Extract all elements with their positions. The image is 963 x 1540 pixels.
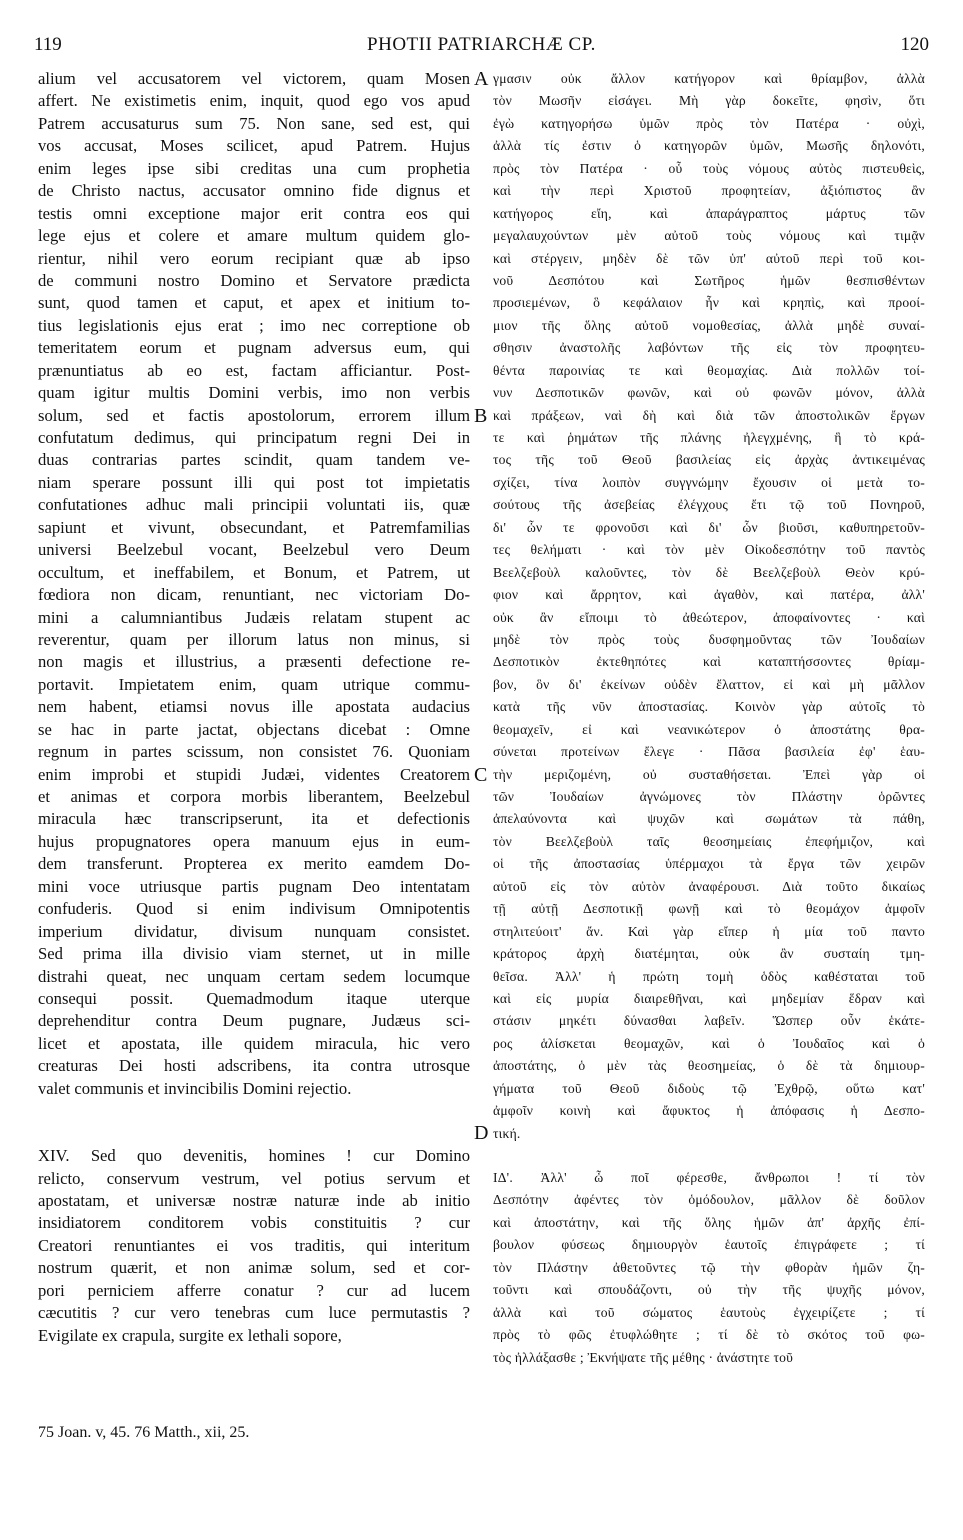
latin-line: enim improbi et stupidi Judæi, videntes Creatorem <box>38 764 470 784</box>
latin-line: occultum, et ineffabilem, et Bonum, et Patrem, ut <box>38 562 470 582</box>
latin-line: tius legislationis ejus erat ; imo nec correptione ob <box>38 315 470 335</box>
greek-section-line: ἀλλὰ καὶ τοῦ σώματος ἑαυτοὺς ἐγχειρίζετε ; τί <box>493 1304 925 1320</box>
greek-section-line: βουλον φύσεως δημιουργὸν ἑαυτοῖς ἐπιγράφετε ; τί <box>493 1237 925 1253</box>
greek-line: τε καὶ ῥημάτων τῆς πλάνης ἠλεγχμένης, ἣ τὸ κρά- <box>493 430 925 445</box>
latin-column <box>38 68 470 1347</box>
latin-line: confutatum dedimus, qui principatum regni Dei in <box>38 428 470 447</box>
greek-line: καὶ πράξεων, ναὶ δὴ καὶ διὰ τῶν ἀποστολικῶν ἔργων <box>493 407 925 423</box>
latin-line: enim leges ipse sibi creditas una cum prophetia <box>38 158 470 178</box>
latin-line: sunt, quod tamen et caput, et apex et initium to- <box>38 293 470 313</box>
latin-line: rientur, nihil vero eorum recipiant quæ ab ipso <box>38 248 470 268</box>
latin-line: portavit. Impietatem enim, quam utrique commu- <box>38 674 470 694</box>
greek-line: σχίζει, τίνα λοιπὸν συγγνώμην ἔχουσιν οἱ μετὰ το- <box>493 474 925 490</box>
greek-line: κατήγορος εἴη, καὶ ἀπαράγραπτος μάρτυς τῶν <box>493 205 925 221</box>
greek-line: τική. <box>493 1125 521 1141</box>
greek-section-line: καὶ ἀποστάτην, καὶ τῆς ὅλης ἡμῶν ἀπ' ἀρχῆς ἐπί- <box>493 1214 925 1230</box>
latin-line: valet communis et invincibilis Domini rejectio. <box>38 1078 352 1098</box>
latin-section-line: insidiatorem conditorem vobis constituitis ? cur <box>38 1213 470 1233</box>
greek-line: θεομαχεῖν, εἰ καὶ νεανικώτερον ὁ ἀποστάτης θρα- <box>493 721 925 737</box>
latin-line: se hac in parte jactat, objectans dicebat : Omne <box>38 719 470 739</box>
page-number-left: 119 <box>34 34 62 55</box>
greek-line: στάσιν μηκέτι δύνασθαι λαβεῖν. Ὥσπερ οὖν ἑκάτε- <box>493 1013 925 1029</box>
greek-line: τῶν Ἰουδαίων ἀγνώμονες τὸν Πλάστην ὁρῶντες <box>493 789 925 804</box>
latin-line: mini voce utriusque partis pugnam Deo intentatam <box>38 876 470 896</box>
latin-line: licet et apostata, ille quidem miracula, hic vero <box>38 1033 470 1053</box>
greek-line: τὸν Μωσῆν εἰσάγει. Μὴ γὰρ δοκεῖτε, φησὶν, ὅτι <box>493 93 925 109</box>
latin-line: affert. Ne existimetis enim, inquit, quod ego vos apud <box>38 91 470 111</box>
greek-line: σθησιν ἀναστολῆς λαβόντων τῆς εἰς τὸν προφητευ- <box>493 340 925 356</box>
latin-section-line: nostrum quærit, et non animæ solum, sed et cor- <box>38 1258 470 1278</box>
latin-line: hujus propugnatores opera manuum ejus in eum- <box>38 831 470 851</box>
latin-line: solum, sed et factis apostolorum, errorem illum <box>38 405 470 425</box>
latin-line: testis omni exceptione major erit contra eos qui <box>38 203 470 223</box>
latin-line: creaturas Dei hosti adscribens, ita contra utrosque <box>38 1056 470 1076</box>
footnotes: 75 Joan. v, 45. 76 Matth., xii, 25. <box>38 1424 250 1441</box>
greek-line: καὶ εἰς μυρία διαιρεθῆναι, καὶ μηδεμίαν ἕδραν καὶ <box>493 990 925 1006</box>
greek-section-line: τὸς ἠλλάξασθε ; Ἐκνήψατε τῆς μέθης · ἀνάστητε τοῦ <box>493 1349 794 1365</box>
latin-section-line: Evigilate ex crapula, surgite ex lethali sopore, <box>38 1325 342 1345</box>
latin-line: consequi possit. Quemadmodum itaque uterque <box>38 988 470 1008</box>
latin-line: lege ejus et colere et amare multum quidem glo- <box>38 226 470 246</box>
greek-line: πρὸς τὸν Πατέρα · οὗ τοὺς νόμους αὐτὸς πιστευθεὶς, <box>493 160 925 176</box>
latin-line: niam sperare possunt illi qui post tot impietatis <box>38 472 470 492</box>
greek-line: νυν Δεσποτικῶν φωνῶν, καὶ οὐ φωνῶν μόνον, ἀλλὰ <box>493 385 925 401</box>
greek-line: Βεελζεβοὺλ καλοῦντες, τὸν δὲ Βεελζεβοὺλ Θεὸν κρύ- <box>493 564 925 580</box>
greek-line: θέντα παροινίας τε καὶ θεομαχίας. Διὰ πολλῶν τοί- <box>493 362 925 378</box>
latin-line: confuderis. Quod si enim indivisum Omnipotentis <box>38 899 470 919</box>
latin-line: Sed prima illa divisio viam sternet, ut in mille <box>38 944 470 964</box>
greek-line: οἱ τῆς ἀποστασίας ὑπέρμαχοι τὰ ἔργα τῶν χειρῶν <box>493 856 925 872</box>
running-title: PHOTII PATRIARCHÆ CP. <box>367 34 596 55</box>
greek-line: ἐγὼ κατηγορήσω ὑμῶν πρὸς τὸν Πατέρα · οὐχὶ, <box>493 115 925 131</box>
greek-line: τὸν Βεελζεβοὺλ ταῖς θεοσημείαις ἐπεφήμιζον, καὶ <box>493 833 925 849</box>
greek-line: στηλιτεύοιτ' ἄν. Καὶ γὰρ εἴπερ ἡ μία τοῦ παντο <box>493 923 925 939</box>
latin-line: fœdiora non dicam, renuntiant, nec victoriam Do- <box>38 585 470 605</box>
latin-line: non magis et illustrius, a præsenti defectione re- <box>38 652 470 672</box>
greek-line: ἀποστάτης, ὁ μὲν τὰς θεοσημείας, ὁ δὲ τὰ δημιουρ- <box>493 1058 925 1074</box>
greek-line: ρος ἁλίσκεται θεομαχῶν, καὶ ὁ Ἰουδαῖος καὶ ὁ <box>493 1035 925 1051</box>
latin-line: et animas et corpora morbis liberantem, Beelzebul <box>38 787 470 806</box>
greek-line: τος τῆς τοῦ Θεοῦ βασιλείας εἰς ἀρχὰς ἀντικειμένας <box>493 452 925 468</box>
margin-marker-a: A <box>474 68 489 90</box>
latin-line: deprehenditur contra Deum pugnare, Judæus sci- <box>38 1011 470 1031</box>
greek-line: Δεσποτικὸν ἐκτεθηπότες καὶ καταπτήσσοντες θρίαμ- <box>493 654 925 670</box>
running-header <box>34 34 929 60</box>
greek-line: φιον καὶ ἄρρητον, καὶ ἀγαθὸν, καὶ πατέρα, ἀλλ' <box>493 587 925 603</box>
margin-marker-d: D <box>474 1122 489 1144</box>
greek-line: ἀμφοῖν κοινὴ καὶ ἄφυκτος ἡ ἀπόφασις ἡ Δεσπο- <box>493 1103 925 1119</box>
latin-line: de Christo nactus, accusator omnino fide dignus et <box>38 181 470 201</box>
latin-line: temeritatem eorum et pugnam adversus eum, qui <box>38 338 470 358</box>
margin-marker-b: B <box>474 405 488 427</box>
section-gap <box>38 1100 470 1145</box>
greek-section-line: τὸν Πλάστην ἀθετοῦντες τῷ τὴν φθορὰν ἡμῶν ζη- <box>493 1259 925 1275</box>
greek-section-line: τοῦντι καὶ σπουδάζοντι, οὐ τὴν τῆς ψυχῆς μόνον, <box>493 1282 925 1298</box>
page-number-right: 120 <box>900 34 929 55</box>
latin-line: miracula hæc transcripserunt, ita et defectionis <box>38 809 470 829</box>
greek-line: καὶ στέργειν, μηδὲν δὲ τῶν ὑπ' αὐτοῦ περὶ τοῦ κοι- <box>493 250 925 266</box>
latin-section-line: pori perniciem afferre conatur ? cur ad lucem <box>38 1280 470 1300</box>
latin-line: nem habent, etiamsi novus ille apostata audacius <box>38 697 470 717</box>
greek-section-line: ΙΔ'. Ἀλλ' ὦ ποῖ φέρεσθε, ἄνθρωποι ! τί τὸν <box>493 1170 925 1185</box>
latin-line: de communi nostro Domino et Servatore prædicta <box>38 270 470 290</box>
greek-line: γμασιν οὐκ ἄλλον κατήγορον καὶ θρίαμβον, ἀλλὰ <box>493 71 925 86</box>
latin-section-line: Creatori renuntiantes ei vos traditis, qui interitum <box>38 1235 470 1255</box>
latin-section-line: XIV. Sed quo devenitis, homines ! cur Domino <box>38 1146 470 1166</box>
greek-line: κράτορος ἀρχὴ διατέμηται, οὐκ ἂν συσταίη τμη- <box>493 946 925 962</box>
greek-line: οὐκ ἂν εἴποιμι τὸ ἀθεώτερον, ἀποφαίνοντες · καὶ <box>493 609 925 625</box>
latin-line: mini a calumniantibus Judæis relatam stupent ac <box>38 607 470 627</box>
latin-line: prænuntiatus ab eo est, factam afficiantur. Post- <box>38 360 470 380</box>
greek-line: γήματα τοῦ Θεοῦ διδοὺς τῷ Ἐχθρῷ, οὕτω κατ' <box>493 1080 925 1096</box>
latin-line: sapiunt et vivunt, obsecundant, et Patremfamilias <box>38 517 470 537</box>
latin-line: distrahi queat, nec unquam certam sedem locumque <box>38 966 470 986</box>
latin-line: confutationes adhuc mali principii voluntati iis, quæ <box>38 495 470 515</box>
greek-line: κατὰ τῆς νῦν ἀποστασίας. Κοινὸν γὰρ αὐτοῖς τὸ <box>493 699 925 715</box>
greek-line: σούτους τῆς ἀσεβείας ἐλέγχους ἔτι τῷ τοῦ Πονηροῦ, <box>493 497 925 513</box>
latin-line: regnum in partes scissum, non consistet 76. Quoniam <box>38 742 470 762</box>
latin-section-line: relicto, conservum vestrum, vel potius servum et <box>38 1168 470 1188</box>
greek-line: μηδὲ τὸν πρὸς τοὺς δυσφημοῦντας τῶν Ἰουδαίων <box>493 631 925 647</box>
latin-line: alium vel accusatorem vel victorem, quam Mosen <box>38 69 470 88</box>
greek-line: καὶ τὴν περὶ Χριστοῦ προφητείαν, ἀξιόπιστος ἂν <box>493 183 925 199</box>
latin-line: reverentur, quam per illorum latus non minus, si <box>38 629 470 649</box>
latin-section-line: apostatam, et universæ nostræ naturæ inde ab initio <box>38 1191 470 1210</box>
greek-line: θεῖσα. Ἀλλ' ἡ πρώτη τομὴ ὁδὸς καθέσταται τοῦ <box>493 968 925 984</box>
latin-line: Patrem accusaturus sum 75. Non sane, sed est, qui <box>38 113 470 133</box>
greek-line: τες θελήματι · καὶ τὸν μὲν Οἰκοδεσπότην τοῦ παντὸς <box>493 542 925 558</box>
greek-line: μιον τῆς ὅλης αὐτοῦ νομοθεσίας, ἀλλὰ μηδὲ συναί- <box>493 317 925 333</box>
greek-line: αὐτοῦ εἰς τὸν αὐτὸν ἀναφέρουσι. Διὰ τοῦτο δικαίως <box>493 878 925 894</box>
greek-line: δι' ὧν τε φρονοῦσι καὶ δι' ὧν βιοῦσι, καθυπηρετοῦν- <box>493 519 925 535</box>
latin-line: universi Beelzebul vocant, Beelzebul vero Deum <box>38 540 470 560</box>
greek-line: μεγαλαυχούντων μὲν αὐτοῦ τοὺς νόμους καὶ τιμᾷν <box>493 228 925 244</box>
greek-section-line: Δεσπότην ἀφέντες τὸν ὁμόδουλον, μᾶλλον δὲ δοῦλον <box>493 1192 925 1208</box>
greek-line: τὴν μεριζομένη, οὐ συσταθήσεται. Ἐπεὶ γὰρ οἱ <box>493 766 925 782</box>
margin-marker-c: C <box>474 764 488 786</box>
greek-line: νοῦ Δεσπότου καὶ Σωτῆρος ἡμῶν θεσπισθέντων <box>493 272 925 288</box>
latin-line: quam igitur multis Domini verbis, imo non verbis <box>38 383 470 403</box>
greek-column <box>493 68 925 1369</box>
greek-line: τῇ αὐτῇ Δεσποτικῇ φωνῇ καὶ τὸ θεομάχον ἀμφοῖν <box>493 901 925 917</box>
latin-line: dem transferunt. Propterea ex merito eamdem Do- <box>38 854 470 874</box>
greek-line: ἀπελαύνοντα καὶ ψυχῶν καὶ σωμάτων τὰ πάθη, <box>493 811 925 827</box>
latin-section-line: cæcutitis ? cur vero tenebras cum luce permutastis ? <box>38 1303 470 1323</box>
greek-line: ἀλλὰ τίς ἐστιν ὁ κατηγορῶν ὑμῶν, Μωσῆς δηλονότι, <box>493 138 925 154</box>
latin-line: duas contrarias partes scindit, quam tandem ve- <box>38 450 470 470</box>
latin-line: vos accusat, Moses scilicet, apud Patrem. Hujus <box>38 136 470 156</box>
greek-section-line: πρὸς τὸ φῶς ἐτυφλώθητε ; τί δὲ τὸ σκότος τοῦ φω- <box>493 1327 925 1343</box>
latin-line: imperium dividatur, divisum nunquam consistet. <box>38 921 470 941</box>
greek-line: βον, ὃν δι' ἐκείνων οὐδὲν ἔλαττον, εἰ καὶ μὴ μᾶλλον <box>493 676 925 692</box>
greek-line: σύνεται προτείνων ἔλεγε · Πᾶσα βασιλεία ἐφ' ἑαυ- <box>493 744 925 760</box>
greek-line: προσιεμένων, ὃ κεφάλαιον ἦν καὶ κρηπὶς, καὶ προοί- <box>493 295 925 311</box>
section-gap <box>493 1145 925 1167</box>
